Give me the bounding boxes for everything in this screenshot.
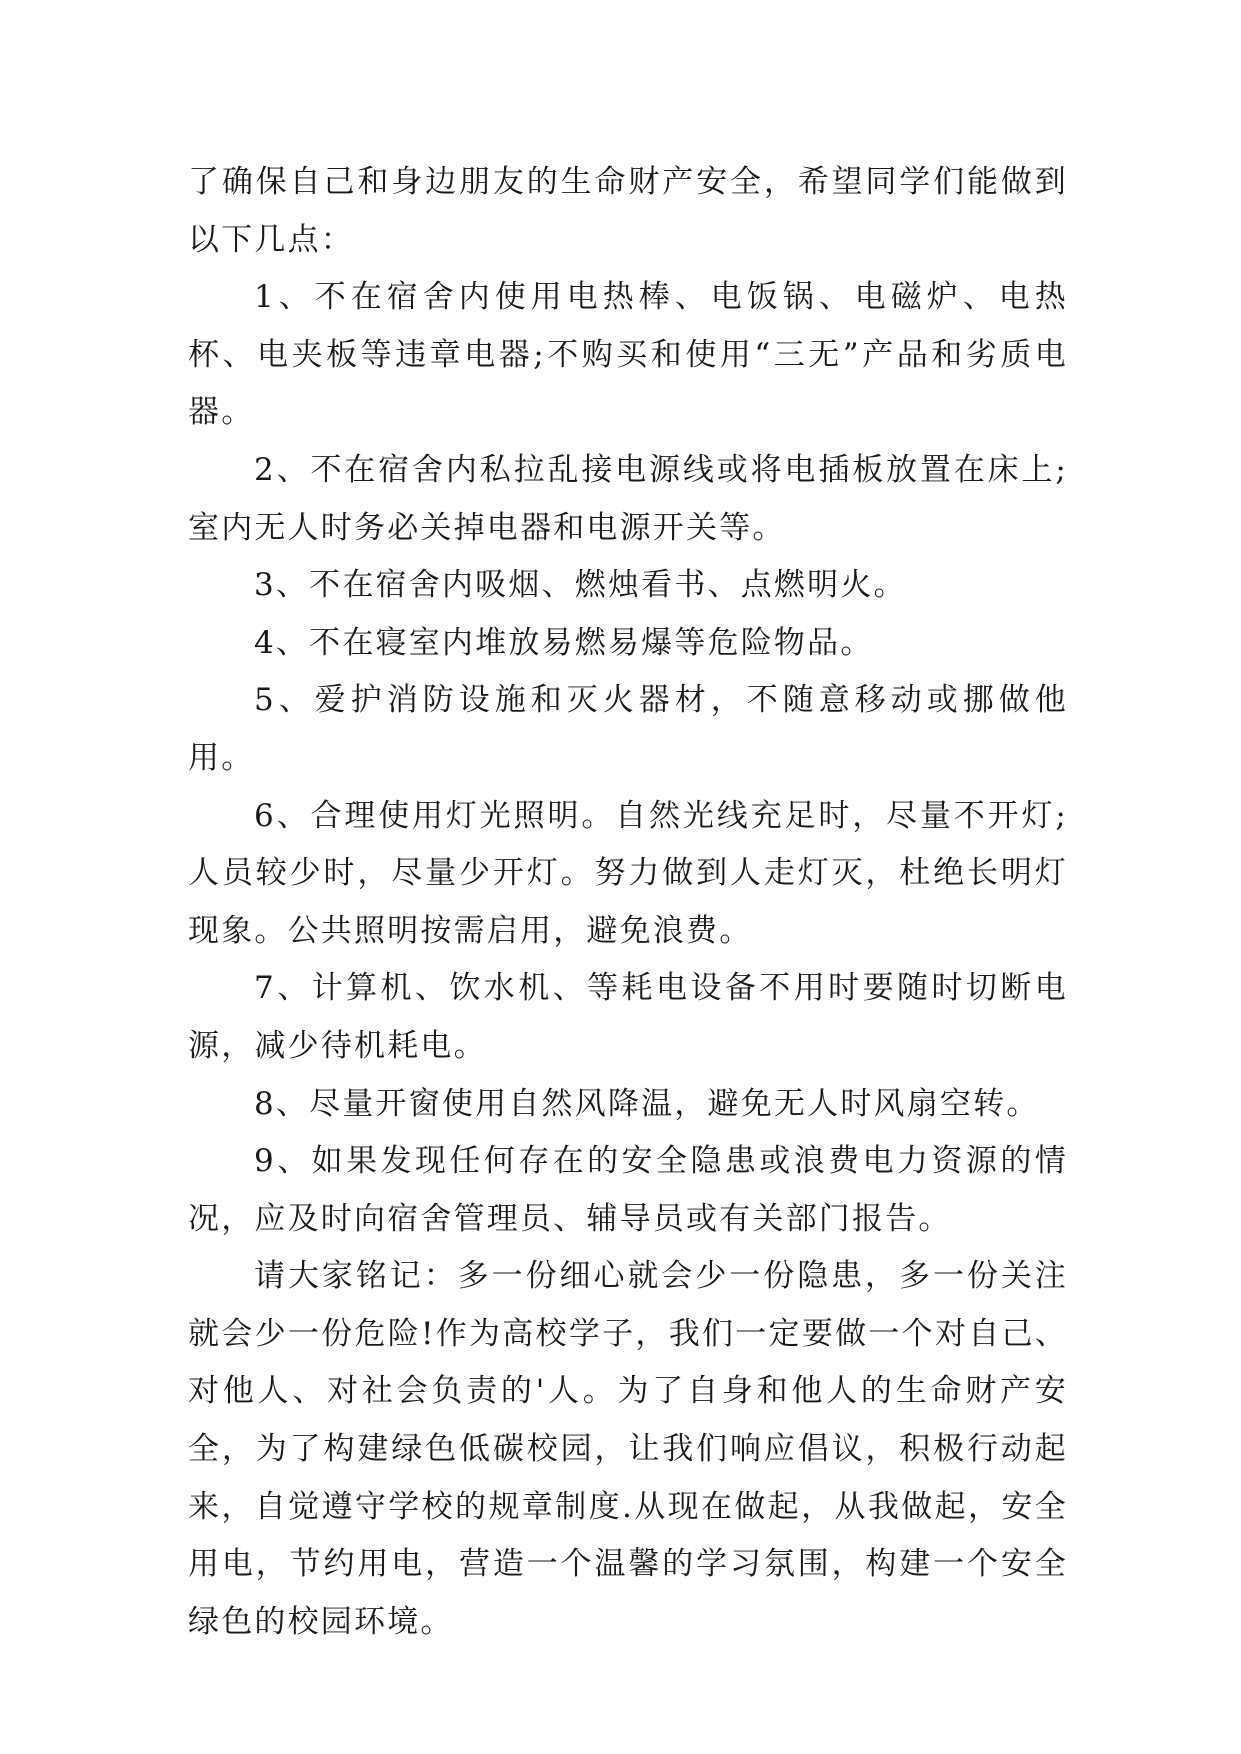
- list-item-9: 9、如果发现任何存在的安全隐患或浪费电力资源的情况，应及时向宿舍管理员、辅导员或有关部门报告。: [188, 1143, 1068, 1237]
- document-body: [188, 154, 1068, 1651]
- paragraph-closing: 请大家铭记：多一份细心就会少一份隐患，多一份关注就会少一份危险!作为高校学子，我们一定要做一个对自己、对他人、对社会负责的'人。为了自身和他人的生命财产安全，为了构建绿色低碳校园，让我们响应倡议，积极行动起来，自觉遵守学校的规章制度.从现在做起，从我做起，安全用电，节约用电，营造一个温馨的学习氛围，构建一个安全绿色的校园环境。: [188, 1258, 1068, 1640]
- list-item-3: 3、不在宿舍内吸烟、燃烛看书、点燃明火。: [254, 567, 907, 604]
- paragraph-intro-continuation: 了确保自己和身边朋友的生命财产安全，希望同学们能做到以下几点：: [188, 164, 1068, 258]
- list-item-7: 7、计算机、饮水机、等耗电设备不用时要随时切断电源，减少待机耗电。: [188, 970, 1068, 1064]
- list-item-8: 8、尽量开窗使用自然风降温，避免无人时风扇空转。: [254, 1085, 1040, 1122]
- list-item-5: 5、爱护消防设施和灭火器材，不随意移动或挪做他用。: [188, 682, 1068, 776]
- list-item-2: 2、不在宿舍内私拉乱接电源线或将电插板放置在床上;室内无人时务必关掉电器和电源开关等。: [188, 451, 1068, 546]
- list-item-6: 6、合理使用灯光照明。自然光线充足时，尽量不开灯;人员较少时，尽量少开灯。努力做到人走灯灭，杜绝长明灯现象。公共照明按需启用，避免浪费。: [188, 797, 1068, 949]
- list-item-4: 4、不在寝室内堆放易燃易爆等危险物品。: [254, 624, 874, 661]
- list-item-1: 1、不在宿舍内使用电热棒、电饭锅、电磁炉、电热杯、电夹板等违章电器;不购买和使用“三无”产品和劣质电器。: [188, 279, 1068, 431]
